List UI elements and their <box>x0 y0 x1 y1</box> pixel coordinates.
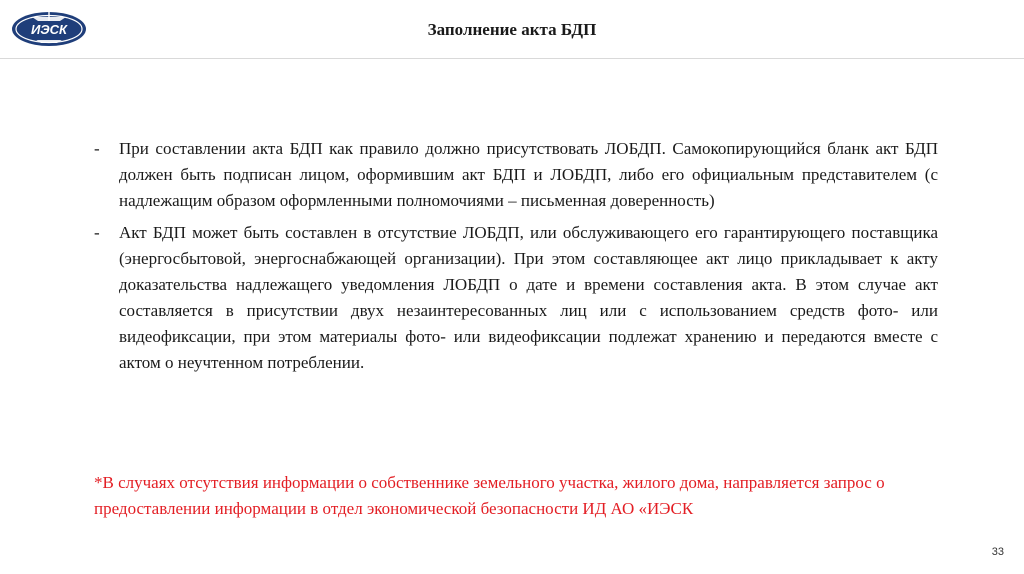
bullet-item <box>94 136 938 214</box>
bullet-item <box>94 220 938 376</box>
bullet-dash: - <box>94 139 100 158</box>
bullet-dash: - <box>94 223 100 242</box>
page-title: Заполнение акта БДП <box>427 20 597 39</box>
page-number: 33 <box>991 546 1004 558</box>
logo-text: ИЭСК <box>30 22 68 37</box>
footnote: *В случаях отсутствия информации о собственнике земельного участка, жилого дома, направляется запрос о предоставлении информации в отдел экономической безопасности ИД АО «ИЭСК <box>94 473 885 518</box>
bullet-text: При составлении акта БДП как правило должно присутствовать ЛОБДП. Самокопирующийся бланк акт БДП должен быть подписан лицом, оформившим акт БДП и ЛОБДП, либо его официальным представителем (с надлежащим образом оформленными полномочиями – письменная доверенность) <box>119 139 938 210</box>
bullet-list <box>94 136 938 382</box>
header-divider <box>0 58 1024 59</box>
bullet-text: Акт БДП может быть составлен в отсутствие ЛОБДП, или обслуживающего его гарантирующего поставщика (энергосбытовой, энергоснабжающей организации). При этом составляющее акт лицо прикладывает к акту доказательства надлежащего уведомления ЛОБДП о дате и времени составления акта. В этом случае акт составляется в присутствии двух незаинтересованных лиц или с использованием средств фото- или видеофиксации, при этом материалы фото- или видеофиксации подлежат хранению и передаются вместе с актом о неучтенном потреблении. <box>119 223 938 372</box>
